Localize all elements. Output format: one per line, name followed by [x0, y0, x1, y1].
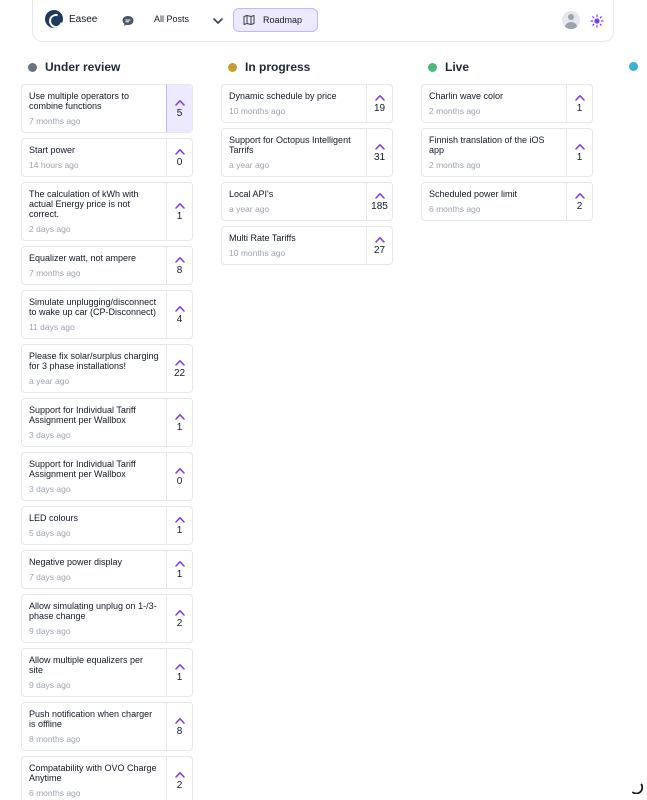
- upvote-button[interactable]: [166, 649, 192, 696]
- next-column-status-dot: [629, 62, 638, 71]
- post-title[interactable]: Support for Individual Tariff Assignment per Wallbox: [29, 405, 136, 425]
- post-time: a year ago: [29, 376, 70, 386]
- vote-count: 5: [176, 107, 183, 119]
- vote-count: 1: [176, 524, 183, 536]
- post-card-body[interactable]: [222, 183, 366, 220]
- post-time: 8 months ago: [29, 734, 81, 744]
- post-title[interactable]: Support for Individual Tariff Assignment per Wallbox: [29, 459, 136, 479]
- post-card[interactable]: [21, 246, 193, 285]
- post-time: 3 days ago: [29, 430, 71, 440]
- chevron-up-icon: [375, 143, 385, 150]
- post-time: 7 months ago: [29, 116, 81, 126]
- post-card-body[interactable]: [222, 85, 366, 122]
- chevron-up-icon: [175, 467, 185, 474]
- upvote-button[interactable]: [166, 757, 192, 800]
- post-time: 5 days ago: [29, 528, 71, 538]
- chevron-up-icon: [375, 236, 385, 243]
- all-posts-link[interactable]: All Posts: [154, 14, 190, 24]
- post-card-body[interactable]: [22, 453, 166, 500]
- upvote-button[interactable]: [566, 85, 592, 122]
- vote-count: 4: [176, 313, 183, 325]
- chat-bubble-icon[interactable]: [121, 14, 135, 28]
- chevron-up-icon: [375, 192, 385, 199]
- post-title[interactable]: Start power: [29, 145, 76, 155]
- top-navbar: [32, 0, 614, 42]
- upvote-button[interactable]: [166, 85, 192, 132]
- post-title[interactable]: Allow simulating unplug on 1-/3-phase change: [29, 601, 157, 621]
- column-title: In progress: [245, 60, 311, 74]
- column-live: [421, 84, 593, 226]
- post-card-body[interactable]: [22, 703, 166, 750]
- column-in-progress: [221, 84, 393, 270]
- post-card-body[interactable]: [422, 183, 566, 220]
- post-card-body[interactable]: [222, 227, 366, 264]
- chevron-up-icon: [175, 305, 185, 312]
- post-time: 6 months ago: [29, 788, 81, 798]
- upvote-button[interactable]: [166, 551, 192, 588]
- post-time: 7 months ago: [29, 268, 81, 278]
- vote-count: 1: [176, 210, 183, 222]
- post-time: 6 months ago: [429, 204, 481, 214]
- post-card-body[interactable]: [22, 85, 166, 132]
- post-card[interactable]: [21, 756, 193, 800]
- post-card-body[interactable]: [22, 139, 166, 176]
- roadmap-label: Roadmap: [263, 15, 303, 25]
- column-header-live: [428, 60, 469, 74]
- status-dot: [428, 63, 437, 72]
- upvote-button[interactable]: [366, 85, 392, 122]
- chevron-up-icon: [575, 94, 585, 101]
- post-time: 9 days ago: [29, 626, 71, 636]
- post-card[interactable]: [21, 138, 193, 177]
- post-title[interactable]: Negative power display: [29, 557, 123, 567]
- post-card[interactable]: [221, 226, 393, 265]
- post-title[interactable]: The calculation of kWh with actual Energy price is not correct.: [29, 189, 139, 219]
- chevron-up-icon: [175, 413, 185, 420]
- chevron-up-icon: [175, 771, 185, 778]
- chevron-up-icon: [175, 560, 185, 567]
- column-header-under-review: [28, 60, 120, 74]
- post-title[interactable]: Finnish translation of the iOS app: [429, 135, 545, 155]
- post-time: 10 months ago: [229, 248, 286, 258]
- post-card[interactable]: [221, 84, 393, 123]
- post-card[interactable]: [21, 550, 193, 589]
- post-card[interactable]: [21, 648, 193, 697]
- post-time: 2 days ago: [29, 224, 71, 234]
- upvote-button[interactable]: [166, 399, 192, 446]
- post-time: 14 hours ago: [29, 160, 79, 170]
- vote-count: 1: [576, 151, 583, 163]
- post-card-body[interactable]: [22, 757, 166, 800]
- post-title[interactable]: Simulate unplugging/disconnect to wake up car (CP-Disconnect): [29, 297, 157, 317]
- upvote-button[interactable]: [166, 183, 192, 240]
- upvote-button[interactable]: [166, 595, 192, 642]
- upvote-button[interactable]: [566, 129, 592, 176]
- post-card-body[interactable]: [22, 247, 166, 284]
- post-card-body[interactable]: [22, 507, 166, 544]
- status-dot: [228, 63, 237, 72]
- vote-count: 2: [176, 617, 183, 629]
- vote-count: 0: [176, 156, 183, 168]
- post-title[interactable]: Support for Octopus Intelligent Tarrifs: [229, 135, 351, 155]
- chevron-up-icon: [175, 256, 185, 263]
- chevron-up-icon: [175, 717, 185, 724]
- vote-count: 1: [576, 102, 583, 114]
- post-card[interactable]: [21, 702, 193, 751]
- post-time: 7 days ago: [29, 572, 71, 582]
- upvote-button[interactable]: [366, 183, 392, 220]
- column-under-review: [21, 84, 193, 800]
- post-card-body[interactable]: [22, 291, 166, 338]
- vote-count: 2: [176, 779, 183, 791]
- brand[interactable]: [45, 10, 97, 28]
- post-card-body[interactable]: [422, 85, 566, 122]
- post-card[interactable]: [21, 290, 193, 339]
- post-card[interactable]: [21, 506, 193, 545]
- post-title[interactable]: Equalizer watt, not ampere: [29, 253, 137, 263]
- post-card-body[interactable]: [22, 649, 166, 696]
- post-time: 2 months ago: [429, 106, 481, 116]
- upvote-button[interactable]: [166, 453, 192, 500]
- column-title: Under review: [45, 60, 121, 74]
- upvote-button[interactable]: [166, 139, 192, 176]
- upvote-button[interactable]: [166, 291, 192, 338]
- status-dot: [28, 63, 37, 72]
- vote-count: 1: [176, 421, 183, 433]
- chevron-up-icon: [175, 663, 185, 670]
- post-title[interactable]: Push notification when charger is offline: [29, 709, 153, 729]
- vote-count: 31: [373, 151, 386, 163]
- upvote-button[interactable]: [166, 507, 192, 544]
- chevron-up-icon: [375, 94, 385, 101]
- column-header-in-progress: [228, 60, 310, 74]
- upvote-button[interactable]: [366, 129, 392, 176]
- post-card-body[interactable]: [22, 595, 166, 642]
- vote-count: 22: [173, 367, 186, 379]
- post-title[interactable]: Local API's: [229, 189, 274, 199]
- post-card[interactable]: [21, 182, 193, 241]
- post-card[interactable]: [21, 398, 193, 447]
- vote-count: 8: [176, 725, 183, 737]
- post-card[interactable]: [221, 182, 393, 221]
- post-card-body[interactable]: [22, 551, 166, 588]
- user-avatar-icon[interactable]: [562, 11, 580, 29]
- chevron-up-icon: [575, 192, 585, 199]
- chevron-up-icon: [175, 99, 185, 106]
- post-card[interactable]: [221, 128, 393, 177]
- chevron-up-icon: [575, 143, 585, 150]
- upvote-button[interactable]: [366, 227, 392, 264]
- post-title[interactable]: LED colours: [29, 513, 79, 523]
- chevron-up-icon: [175, 148, 185, 155]
- post-card[interactable]: [421, 182, 593, 221]
- post-time: 9 days ago: [29, 680, 71, 690]
- upvote-button[interactable]: [566, 183, 592, 220]
- post-title[interactable]: Use multiple operators to combine functions: [29, 91, 130, 111]
- chevron-up-icon: [175, 609, 185, 616]
- vote-count: 8: [176, 264, 183, 276]
- post-card-body[interactable]: [22, 183, 166, 240]
- vote-count: 185: [371, 200, 388, 212]
- post-time: a year ago: [229, 204, 270, 214]
- post-title[interactable]: Dynamic schedule by price: [229, 91, 337, 101]
- chevron-up-icon: [175, 516, 185, 523]
- sun-icon[interactable]: [590, 14, 604, 28]
- vote-count: 1: [176, 568, 183, 580]
- chevron-up-icon: [175, 359, 185, 366]
- upvote-button[interactable]: [166, 345, 192, 392]
- vote-count: 0: [176, 475, 183, 487]
- post-card[interactable]: [21, 452, 193, 501]
- post-card[interactable]: [21, 84, 193, 133]
- post-card[interactable]: [21, 344, 193, 393]
- roadmap-button[interactable]: [233, 8, 318, 32]
- upvote-button[interactable]: [166, 247, 192, 284]
- post-title[interactable]: Multi Rate Tariffs: [229, 233, 296, 243]
- post-title[interactable]: Charlin wave color: [429, 91, 504, 101]
- post-card-body[interactable]: [422, 129, 566, 176]
- post-card-body[interactable]: [22, 399, 166, 446]
- post-time: 10 months ago: [229, 106, 286, 116]
- vote-count: 19: [373, 102, 386, 114]
- vote-count: 2: [576, 200, 583, 212]
- vote-count: 1: [176, 671, 183, 683]
- post-card-body[interactable]: [222, 129, 366, 176]
- post-time: 3 days ago: [29, 484, 71, 494]
- chevron-up-icon: [175, 202, 185, 209]
- post-card-body[interactable]: [22, 345, 166, 392]
- vote-count: 27: [373, 244, 386, 256]
- upvote-button[interactable]: [166, 703, 192, 750]
- chevron-down-icon[interactable]: [211, 14, 225, 28]
- map-icon: [243, 14, 255, 26]
- post-time: 11 days ago: [29, 322, 75, 332]
- column-title: Live: [445, 60, 470, 74]
- post-title[interactable]: Allow multiple equalizers per site: [29, 655, 144, 675]
- post-card[interactable]: [421, 84, 593, 123]
- easee-logo-icon: [45, 10, 63, 28]
- loading-spinner-icon: [631, 782, 643, 794]
- post-title[interactable]: Please fix solar/surplus charging for 3 phase installations!: [29, 351, 159, 371]
- post-card[interactable]: [21, 594, 193, 643]
- post-card[interactable]: [421, 128, 593, 177]
- brand-name: Easee: [69, 13, 98, 25]
- post-title[interactable]: Scheduled power limit: [429, 189, 518, 199]
- post-time: a year ago: [229, 160, 270, 170]
- post-title[interactable]: Compatability with OVO Charge Anytime: [29, 763, 157, 783]
- post-time: 2 months ago: [429, 160, 481, 170]
